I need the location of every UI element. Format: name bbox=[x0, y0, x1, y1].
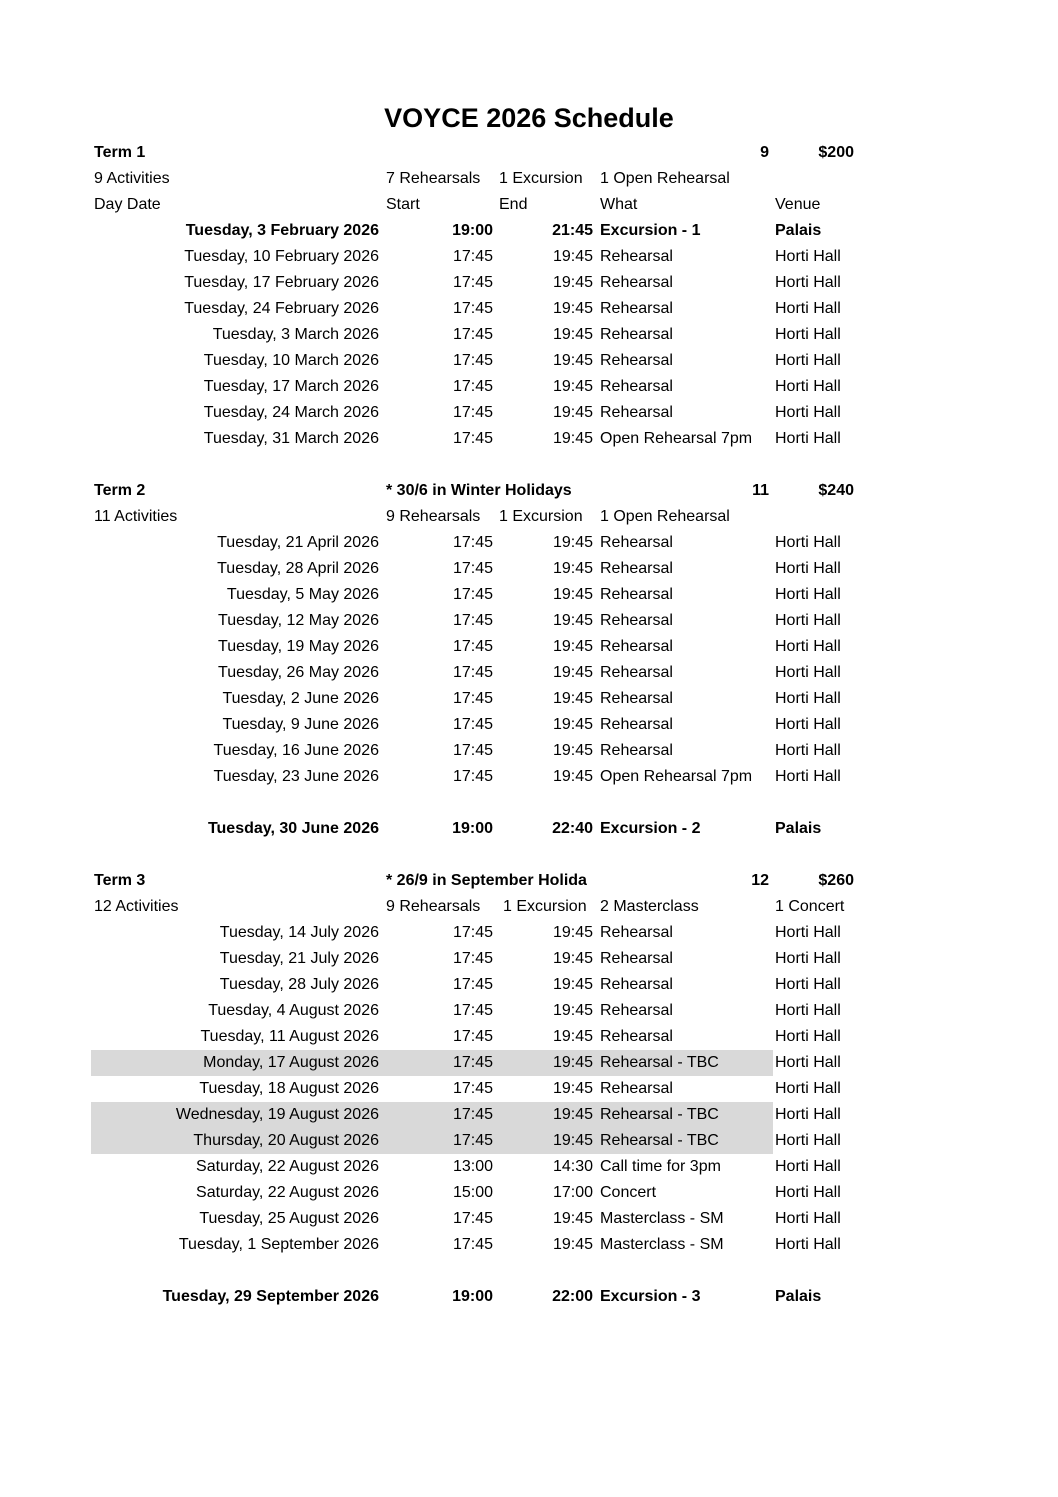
row-start: 17:45 bbox=[452, 326, 493, 343]
row-venue: Horti Hall bbox=[775, 326, 841, 343]
row-end: 19:45 bbox=[552, 1210, 593, 1227]
row-venue: Horti Hall bbox=[775, 586, 841, 603]
schedule-row bbox=[0, 322, 1058, 348]
row-end: 19:45 bbox=[552, 326, 593, 343]
row-venue: Horti Hall bbox=[775, 1028, 841, 1045]
row-date: Thursday, 20 August 2026 bbox=[193, 1132, 379, 1149]
schedule-row bbox=[0, 348, 1058, 374]
schedule-sheet bbox=[0, 140, 1058, 1310]
row-start: 17:45 bbox=[452, 300, 493, 317]
row-end: 14:30 bbox=[552, 1158, 593, 1175]
row-venue: Horti Hall bbox=[775, 1210, 841, 1227]
spacer bbox=[0, 842, 1058, 868]
row-end: 19:45 bbox=[552, 274, 593, 291]
row-date: Tuesday, 1 September 2026 bbox=[178, 1236, 379, 1253]
row-what: Open Rehearsal 7pm bbox=[600, 768, 753, 785]
column-header-row bbox=[0, 192, 1058, 218]
term-1-summary bbox=[0, 166, 1058, 192]
row-date: Tuesday, 14 July 2026 bbox=[219, 924, 379, 941]
row-venue: Horti Hall bbox=[775, 274, 841, 291]
schedule-row bbox=[0, 1232, 1058, 1258]
column-header-venue: Venue bbox=[775, 196, 821, 213]
column-header-end: End bbox=[499, 196, 528, 213]
row-end: 19:45 bbox=[552, 404, 593, 421]
row-what: Excursion - 3 bbox=[600, 1288, 701, 1305]
column-header-what: What bbox=[600, 196, 638, 213]
term-name: Term 2 bbox=[94, 482, 146, 499]
schedule-row bbox=[0, 1154, 1058, 1180]
row-end: 19:45 bbox=[552, 1028, 593, 1045]
schedule-row bbox=[0, 634, 1058, 660]
row-what: Excursion - 1 bbox=[600, 222, 701, 239]
excursion-count: 1 Excursion bbox=[499, 170, 583, 187]
schedule-row bbox=[0, 556, 1058, 582]
row-start: 17:45 bbox=[452, 976, 493, 993]
schedule-row-excursion bbox=[0, 816, 1058, 842]
schedule-row bbox=[0, 712, 1058, 738]
row-end: 19:45 bbox=[552, 768, 593, 785]
row-date: Tuesday, 23 June 2026 bbox=[213, 768, 379, 785]
row-what: Rehearsal bbox=[600, 586, 673, 603]
term-3-header bbox=[0, 868, 1058, 894]
row-start: 17:45 bbox=[452, 638, 493, 655]
row-end: 19:45 bbox=[552, 248, 593, 265]
schedule-row bbox=[0, 998, 1058, 1024]
schedule-row bbox=[0, 582, 1058, 608]
row-what: Rehearsal bbox=[600, 924, 673, 941]
schedule-row bbox=[0, 426, 1058, 452]
row-venue: Horti Hall bbox=[775, 1158, 841, 1175]
row-end: 19:45 bbox=[552, 378, 593, 395]
row-date: Saturday, 22 August 2026 bbox=[196, 1158, 379, 1175]
row-start: 19:00 bbox=[452, 1288, 493, 1305]
schedule-row bbox=[0, 1206, 1058, 1232]
row-what: Rehearsal bbox=[600, 326, 673, 343]
row-date: Tuesday, 21 July 2026 bbox=[219, 950, 379, 967]
row-venue: Horti Hall bbox=[775, 768, 841, 785]
row-date: Wednesday, 19 August 2026 bbox=[175, 1106, 379, 1123]
row-what: Rehearsal bbox=[600, 378, 673, 395]
row-what: Open Rehearsal 7pm bbox=[600, 430, 753, 447]
term-1-header bbox=[0, 140, 1058, 166]
row-start: 13:00 bbox=[452, 1158, 493, 1175]
row-what: Concert bbox=[600, 1184, 657, 1201]
row-what: Rehearsal bbox=[600, 352, 673, 369]
schedule-row bbox=[0, 946, 1058, 972]
column-header-day-date: Day Date bbox=[94, 196, 161, 213]
row-date: Tuesday, 28 April 2026 bbox=[217, 560, 379, 577]
row-start: 17:45 bbox=[452, 716, 493, 733]
row-what: Rehearsal bbox=[600, 976, 673, 993]
schedule-row bbox=[0, 530, 1058, 556]
row-venue: Horti Hall bbox=[775, 1184, 841, 1201]
row-start: 19:00 bbox=[452, 222, 493, 239]
schedule-row bbox=[0, 608, 1058, 634]
activity-count: 11 bbox=[752, 482, 769, 499]
row-what: Rehearsal bbox=[600, 534, 673, 551]
row-venue: Horti Hall bbox=[775, 560, 841, 577]
row-end: 19:45 bbox=[552, 716, 593, 733]
term-note: * 30/6 in Winter Holidays bbox=[386, 482, 572, 499]
row-date: Tuesday, 24 March 2026 bbox=[203, 404, 379, 421]
row-start: 17:45 bbox=[452, 612, 493, 629]
term-price: $240 bbox=[818, 482, 854, 499]
excursion-count: 1 Excursion bbox=[499, 508, 583, 525]
row-start: 17:45 bbox=[452, 1054, 493, 1071]
concert-count: 1 Concert bbox=[775, 898, 845, 915]
row-end: 21:45 bbox=[552, 222, 593, 239]
row-start: 17:45 bbox=[452, 248, 493, 265]
row-date: Tuesday, 17 March 2026 bbox=[203, 378, 379, 395]
row-date: Tuesday, 10 March 2026 bbox=[203, 352, 379, 369]
row-end: 19:45 bbox=[552, 1132, 593, 1149]
row-venue: Horti Hall bbox=[775, 1002, 841, 1019]
spacer bbox=[0, 790, 1058, 816]
row-date: Tuesday, 10 February 2026 bbox=[184, 248, 379, 265]
row-venue: Horti Hall bbox=[775, 378, 841, 395]
row-what: Masterclass - SM bbox=[600, 1210, 724, 1227]
term-name: Term 3 bbox=[94, 872, 146, 889]
row-what: Rehearsal - TBC bbox=[600, 1132, 719, 1149]
row-date: Tuesday, 5 May 2026 bbox=[226, 586, 379, 603]
schedule-row bbox=[0, 920, 1058, 946]
row-end: 19:45 bbox=[552, 1054, 593, 1071]
term-2-header bbox=[0, 478, 1058, 504]
row-date: Tuesday, 12 May 2026 bbox=[218, 612, 379, 629]
row-end: 19:45 bbox=[552, 534, 593, 551]
row-date: Tuesday, 31 March 2026 bbox=[203, 430, 379, 447]
row-end: 19:45 bbox=[552, 742, 593, 759]
row-date: Tuesday, 17 February 2026 bbox=[184, 274, 379, 291]
row-start: 17:45 bbox=[452, 404, 493, 421]
term-price: $200 bbox=[818, 144, 854, 161]
row-what: Rehearsal bbox=[600, 1002, 673, 1019]
row-end: 19:45 bbox=[552, 352, 593, 369]
row-date: Tuesday, 26 May 2026 bbox=[218, 664, 379, 681]
row-venue: Horti Hall bbox=[775, 1106, 841, 1123]
schedule-row bbox=[0, 374, 1058, 400]
row-end: 17:00 bbox=[552, 1184, 593, 1201]
term-3-rows bbox=[0, 920, 1058, 1258]
schedule-row bbox=[0, 270, 1058, 296]
row-start: 17:45 bbox=[452, 1210, 493, 1227]
row-date: Tuesday, 28 July 2026 bbox=[219, 976, 379, 993]
row-venue: Horti Hall bbox=[775, 430, 841, 447]
schedule-row bbox=[0, 764, 1058, 790]
row-start: 17:45 bbox=[452, 1106, 493, 1123]
row-end: 22:00 bbox=[552, 1288, 593, 1305]
row-venue: Horti Hall bbox=[775, 1080, 841, 1097]
row-end: 19:45 bbox=[552, 950, 593, 967]
row-start: 17:45 bbox=[452, 768, 493, 785]
row-venue: Horti Hall bbox=[775, 1054, 841, 1071]
schedule-row bbox=[0, 218, 1058, 244]
schedule-row bbox=[0, 660, 1058, 686]
row-end: 22:40 bbox=[552, 820, 593, 837]
row-what: Rehearsal bbox=[600, 664, 673, 681]
term-1-rows bbox=[0, 218, 1058, 452]
row-what: Rehearsal bbox=[600, 560, 673, 577]
row-what: Rehearsal bbox=[600, 716, 673, 733]
row-what: Rehearsal bbox=[600, 274, 673, 291]
row-date: Tuesday, 29 September 2026 bbox=[162, 1288, 379, 1305]
row-start: 17:45 bbox=[452, 1236, 493, 1253]
schedule-row bbox=[0, 1024, 1058, 1050]
row-venue: Horti Hall bbox=[775, 248, 841, 265]
schedule-row bbox=[0, 296, 1058, 322]
row-start: 17:45 bbox=[452, 1080, 493, 1097]
row-venue: Horti Hall bbox=[775, 976, 841, 993]
row-date: Monday, 17 August 2026 bbox=[203, 1054, 379, 1071]
spacer bbox=[0, 452, 1058, 478]
open-rehearsal-count: 1 Open Rehearsal bbox=[600, 508, 730, 525]
row-end: 19:45 bbox=[552, 1106, 593, 1123]
spacer bbox=[0, 1258, 1058, 1284]
row-venue: Horti Hall bbox=[775, 612, 841, 629]
page-title: VOYCE 2026 Schedule bbox=[384, 103, 674, 133]
row-venue: Horti Hall bbox=[775, 404, 841, 421]
row-what: Excursion - 2 bbox=[600, 820, 701, 837]
row-start: 17:45 bbox=[452, 378, 493, 395]
row-venue: Horti Hall bbox=[775, 1132, 841, 1149]
term-2-summary bbox=[0, 504, 1058, 530]
row-start: 17:45 bbox=[452, 1028, 493, 1045]
row-date: Saturday, 22 August 2026 bbox=[196, 1184, 379, 1201]
row-what: Rehearsal - TBC bbox=[600, 1054, 719, 1071]
row-venue: Palais bbox=[775, 1288, 822, 1305]
row-start: 15:00 bbox=[452, 1184, 493, 1201]
row-end: 19:45 bbox=[552, 430, 593, 447]
row-what: Call time for 3pm bbox=[600, 1158, 721, 1175]
term-price: $260 bbox=[818, 872, 854, 889]
row-venue: Horti Hall bbox=[775, 534, 841, 551]
schedule-row bbox=[0, 738, 1058, 764]
activities-label: 9 Activities bbox=[94, 170, 170, 187]
row-end: 19:45 bbox=[552, 924, 593, 941]
column-header-start: Start bbox=[386, 196, 420, 213]
excursion-count: 1 Excursion bbox=[503, 898, 587, 915]
row-end: 19:45 bbox=[552, 560, 593, 577]
row-date: Tuesday, 30 June 2026 bbox=[207, 820, 379, 837]
row-date: Tuesday, 2 June 2026 bbox=[222, 690, 379, 707]
row-start: 17:45 bbox=[452, 352, 493, 369]
row-start: 17:45 bbox=[452, 924, 493, 941]
row-venue: Horti Hall bbox=[775, 352, 841, 369]
row-venue: Horti Hall bbox=[775, 950, 841, 967]
row-venue: Horti Hall bbox=[775, 638, 841, 655]
row-end: 19:45 bbox=[552, 638, 593, 655]
row-venue: Horti Hall bbox=[775, 300, 841, 317]
row-what: Rehearsal bbox=[600, 248, 673, 265]
row-date: Tuesday, 18 August 2026 bbox=[199, 1080, 379, 1097]
row-start: 17:45 bbox=[452, 950, 493, 967]
row-what: Rehearsal bbox=[600, 1080, 673, 1097]
row-venue: Horti Hall bbox=[775, 924, 841, 941]
rehearsals-count: 9 Rehearsals bbox=[386, 508, 481, 525]
open-rehearsal-count: 1 Open Rehearsal bbox=[600, 170, 730, 187]
rehearsals-count: 9 Rehearsals bbox=[386, 898, 481, 915]
row-venue: Horti Hall bbox=[775, 664, 841, 681]
masterclass-count: 2 Masterclass bbox=[600, 898, 699, 915]
row-start: 17:45 bbox=[452, 430, 493, 447]
schedule-row bbox=[0, 1076, 1058, 1102]
row-what: Rehearsal bbox=[600, 1028, 673, 1045]
row-start: 17:45 bbox=[452, 1002, 493, 1019]
schedule-row bbox=[0, 972, 1058, 998]
row-venue: Horti Hall bbox=[775, 690, 841, 707]
row-date: Tuesday, 21 April 2026 bbox=[217, 534, 379, 551]
row-what: Rehearsal bbox=[600, 300, 673, 317]
row-what: Rehearsal bbox=[600, 612, 673, 629]
row-end: 19:45 bbox=[552, 1236, 593, 1253]
row-date: Tuesday, 25 August 2026 bbox=[199, 1210, 379, 1227]
row-start: 17:45 bbox=[452, 1132, 493, 1149]
row-start: 17:45 bbox=[452, 534, 493, 551]
row-venue: Palais bbox=[775, 222, 822, 239]
row-what: Rehearsal bbox=[600, 638, 673, 655]
activity-count: 9 bbox=[760, 144, 769, 161]
rehearsals-count: 7 Rehearsals bbox=[386, 170, 481, 187]
schedule-row-excursion bbox=[0, 1284, 1058, 1310]
schedule-row bbox=[0, 400, 1058, 426]
row-date: Tuesday, 9 June 2026 bbox=[222, 716, 379, 733]
row-what: Rehearsal bbox=[600, 690, 673, 707]
schedule-row bbox=[0, 1102, 1058, 1128]
schedule-row bbox=[0, 686, 1058, 712]
row-what: Rehearsal - TBC bbox=[600, 1106, 719, 1123]
row-what: Rehearsal bbox=[600, 404, 673, 421]
row-end: 19:45 bbox=[552, 586, 593, 603]
term-note: * 26/9 in September Holida bbox=[386, 872, 587, 889]
row-start: 17:45 bbox=[452, 690, 493, 707]
row-end: 19:45 bbox=[552, 1080, 593, 1097]
row-date: Tuesday, 19 May 2026 bbox=[218, 638, 379, 655]
term-3-summary bbox=[0, 894, 1058, 920]
schedule-row bbox=[0, 1128, 1058, 1154]
row-what: Rehearsal bbox=[600, 742, 673, 759]
term-2-rows bbox=[0, 530, 1058, 790]
term-name: Term 1 bbox=[94, 144, 146, 161]
row-end: 19:45 bbox=[552, 612, 593, 629]
row-date: Tuesday, 4 August 2026 bbox=[208, 1002, 379, 1019]
schedule-row bbox=[0, 244, 1058, 270]
row-start: 17:45 bbox=[452, 664, 493, 681]
row-start: 17:45 bbox=[452, 560, 493, 577]
row-what: Rehearsal bbox=[600, 950, 673, 967]
row-date: Tuesday, 24 February 2026 bbox=[184, 300, 379, 317]
activity-count: 12 bbox=[751, 872, 769, 889]
activities-label: 11 Activities bbox=[94, 508, 178, 525]
row-venue: Horti Hall bbox=[775, 716, 841, 733]
row-date: Tuesday, 16 June 2026 bbox=[213, 742, 379, 759]
row-date: Tuesday, 3 February 2026 bbox=[185, 222, 379, 239]
row-venue: Palais bbox=[775, 820, 822, 837]
row-venue: Horti Hall bbox=[775, 742, 841, 759]
row-end: 19:45 bbox=[552, 664, 593, 681]
row-start: 17:45 bbox=[452, 586, 493, 603]
row-start: 17:45 bbox=[452, 274, 493, 291]
row-date: Tuesday, 11 August 2026 bbox=[200, 1028, 379, 1045]
schedule-row bbox=[0, 1180, 1058, 1206]
activities-label: 12 Activities bbox=[94, 898, 179, 915]
row-date: Tuesday, 3 March 2026 bbox=[212, 326, 379, 343]
row-what: Masterclass - SM bbox=[600, 1236, 724, 1253]
row-venue: Horti Hall bbox=[775, 1236, 841, 1253]
schedule-row bbox=[0, 1050, 1058, 1076]
row-end: 19:45 bbox=[552, 1002, 593, 1019]
row-end: 19:45 bbox=[552, 300, 593, 317]
row-start: 19:00 bbox=[452, 820, 493, 837]
row-end: 19:45 bbox=[552, 976, 593, 993]
row-start: 17:45 bbox=[452, 742, 493, 759]
row-end: 19:45 bbox=[552, 690, 593, 707]
